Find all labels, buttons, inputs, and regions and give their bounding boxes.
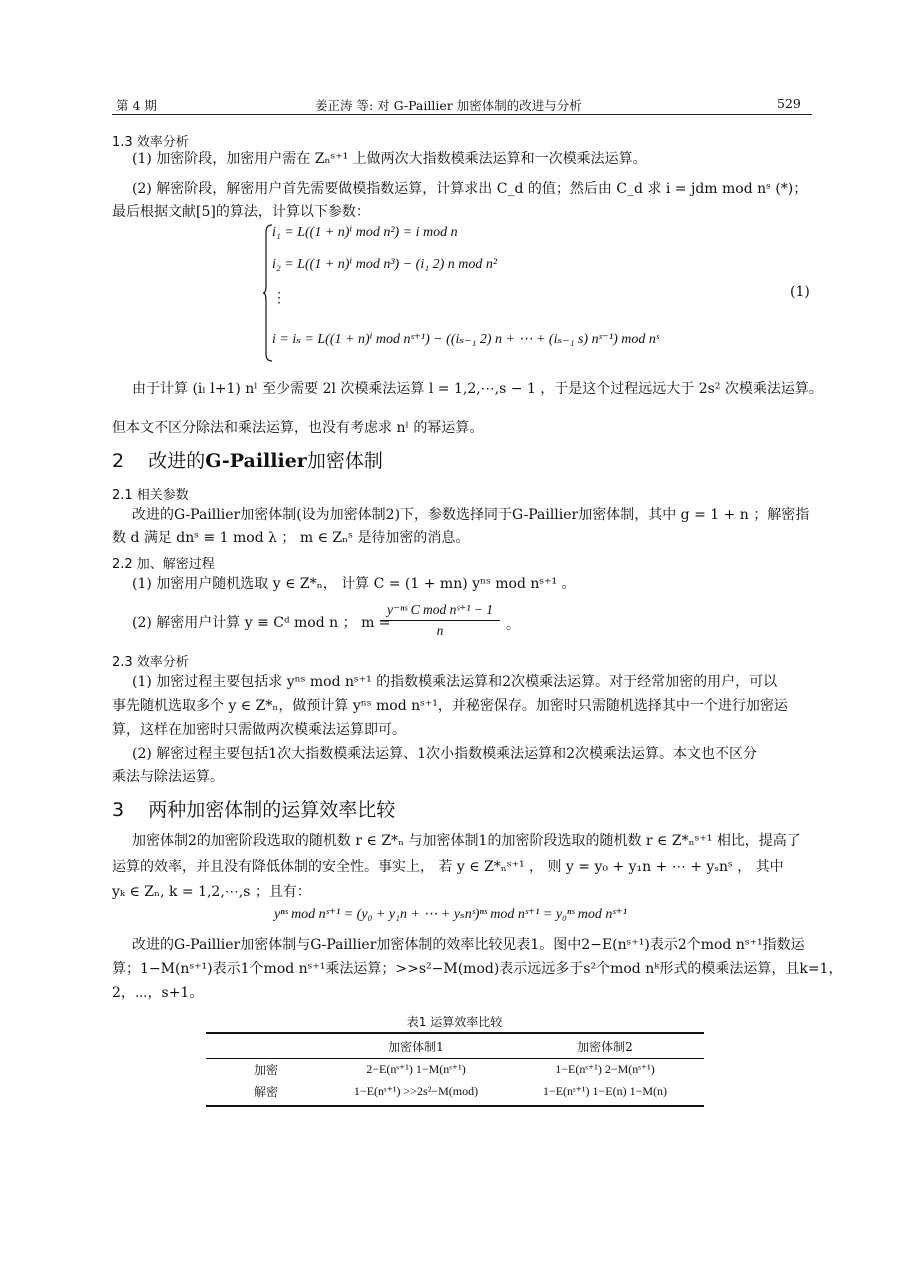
s13-paragraph-3: 由于计算 (iₗ l+1) nˡ 至少需要 2l 次模乘法运算 l = 1,2,⋯,s − 1 ，于是这个过程远远大于 2s² 次模乘法运算。 <box>132 381 823 397</box>
section-2-number: 2 <box>112 450 125 472</box>
s13-paragraph-2: (2) 解密阶段，解密用户首先需要做模指数运算，计算求出 C_d 的值；然后由 C_d 求 i = jdm mod nˢ (*)； <box>132 181 808 197</box>
section-1-3-heading: 1.3 效率分析 <box>112 135 189 150</box>
header-rule <box>112 114 812 115</box>
s3-line-4: 改进的G-Paillier加密体制与G-Paillier加密体制的效率比较见表1。图中2−E(nˢ⁺¹)表示2个mod nˢ⁺¹指数运 <box>132 937 805 953</box>
table-row <box>206 1080 704 1102</box>
table-cell: 1−E(nˢ⁺¹) 2−M(nˢ⁺¹) <box>555 1061 655 1076</box>
s22-line-2: (2) 解密用户计算 y ≡ Cᵈ mod n ； m = <box>132 615 391 631</box>
equation-line-s: i = iₛ = L((1 + n)ⁱ mod nˢ⁺¹) − ((iₛ₋₁ 2) n + ⋯ + (iₛ₋₁ s) nˢ⁻¹) mod nˢ <box>272 332 659 347</box>
section-2-2-heading: 2.2 加、解密过程 <box>112 557 215 572</box>
s23-line-5: 乘法与除法运算。 <box>112 769 224 785</box>
section-3-heading <box>112 795 395 822</box>
running-header-title: 姜正涛 等: 对 G-Paillier 加密体制的改进与分析 <box>315 98 582 113</box>
s21-line-2: 数 d 满足 dnˢ ≡ 1 mod λ ； m ∈ Zₙˢ 是待加密的消息。 <box>112 530 470 546</box>
fraction-numerator: y⁻ⁿˢ C mod nˢ⁺¹ − 1 <box>380 602 500 621</box>
s3-line-1: 加密体制2的加密阶段选取的随机数 r ∈ Z*ₙ 与加密体制1的加密阶段选取的随机数 r ∈ Z*ₙˢ⁺¹ 相比，提高了 <box>132 833 801 849</box>
section-2-title-post: 加密体制 <box>306 450 383 472</box>
section-3-title: 两种加密体制的运算效率比较 <box>148 799 396 821</box>
equation-number: (1) <box>790 284 810 300</box>
table-cell: 加密 <box>253 1062 278 1077</box>
s22-fraction <box>380 602 500 639</box>
s23-line-1: (1) 加密过程主要包括求 yⁿˢ mod nˢ⁺¹ 的指数模乘法运算和2次模乘法运算。对于经常加密的用户，可以 <box>132 674 778 690</box>
equation-line-1: i₁ = L((1 + n)ⁱ mod n²) = i mod n <box>272 225 458 240</box>
running-header-issue: 第 4 期 <box>116 98 157 113</box>
table-header-scheme-2: 加密体制2 <box>577 1039 633 1054</box>
table-cell: 解密 <box>253 1084 278 1099</box>
table-header-row <box>206 1034 704 1058</box>
section-2-title-bold: G-Paillier <box>205 450 307 472</box>
fraction-denominator: n <box>436 623 444 638</box>
section-2-title-pre: 改进的 <box>148 450 206 472</box>
s23-line-2: 事先随机选取多个 y ∈ Z*ₙ，做预计算 yⁿˢ mod nˢ⁺¹，并秘密保存。加密时只需随机选择其中一个进行加密运 <box>112 698 788 714</box>
s13-paragraph-2-cont: 最后根据文献[5]的算法，计算以下参数： <box>112 204 370 220</box>
table-cell: 2−E(nˢ⁺¹) 1−M(nˢ⁺¹) <box>366 1061 466 1076</box>
s22-line-1: (1) 加密用户随机选取 y ∈ Z*ₙ， 计算 C = (1 + mn) yⁿˢ mod nˢ⁺¹ 。 <box>132 576 576 592</box>
section-3-number: 3 <box>112 799 125 821</box>
table-header-empty <box>206 1034 326 1058</box>
s21-line-1: 改进的G-Paillier加密体制(设为加密体制2)下，参数选择同于G-Paillier加密体制，其中 g = 1 + n ；解密指 <box>132 507 810 523</box>
equation-line-2: i₂ = L((1 + n)ⁱ mod n³) − (i₁ 2) n mod n² <box>272 257 498 272</box>
s13-paragraph-1: (1) 加密阶段，加密用户需在 Zₙˢ⁺¹ 上做两次大指数模乘法运算和一次模乘法运算。 <box>132 151 647 167</box>
s3-line-5: 算；1−M(nˢ⁺¹)表示1个mod nˢ⁺¹乘法运算；>>s²−M(mod)表示远远多于s²个mod nᵏ形式的模乘法运算，且k=1， <box>112 961 843 977</box>
s3-line-3: yₖ ∈ Zₙ, k = 1,2,⋯,s ；且有： <box>112 884 311 900</box>
section-2-3-heading: 2.3 效率分析 <box>112 655 189 670</box>
table-caption: 表1 运算效率比较 <box>406 1015 503 1029</box>
table-header-scheme-1: 加密体制1 <box>388 1039 444 1054</box>
table-row <box>206 1058 704 1080</box>
s22-period: 。 <box>506 617 520 633</box>
section-2-1-heading: 2.1 相关参数 <box>112 488 189 503</box>
page-number: 529 <box>777 96 801 111</box>
efficiency-table <box>206 1034 704 1102</box>
s3-line-2: 运算的效率，并且没有降低体制的安全性。事实上， 若 y ∈ Z*ₙˢ⁺¹ ， 则 y = y₀ + y₁n + ⋯ + yₛnˢ ， 其中 <box>112 859 784 875</box>
table-bottom-rule <box>206 1105 704 1107</box>
equation-vdots: ⋮ <box>272 290 286 306</box>
s23-line-4: (2) 解密过程主要包括1次大指数模乘法运算、1次小指数模乘法运算和2次模乘法运算。本文也不区分 <box>132 746 758 762</box>
s3-equation: yⁿˢ mod nˢ⁺¹ = (y₀ + y₁n + ⋯ + yₛnˢ)ⁿˢ mod nˢ⁺¹ = y₀ⁿˢ mod nˢ⁺¹ <box>274 907 627 922</box>
table-cell: 1−E(nˢ⁺¹) >>2s²−M(mod) <box>353 1083 479 1098</box>
s23-line-3: 算，这样在加密时只需做两次模乘法运算即可。 <box>112 722 406 738</box>
table-cell: 1−E(nˢ⁺¹) 1−E(n) 1−M(n) <box>542 1083 668 1098</box>
s3-line-6: 2，⋯，s+1。 <box>112 985 204 1001</box>
s13-paragraph-3-cont: 但本文不区分除法和乘法运算，也没有考虑求 nˡ 的幂运算。 <box>112 420 484 436</box>
section-2-heading <box>112 446 383 473</box>
